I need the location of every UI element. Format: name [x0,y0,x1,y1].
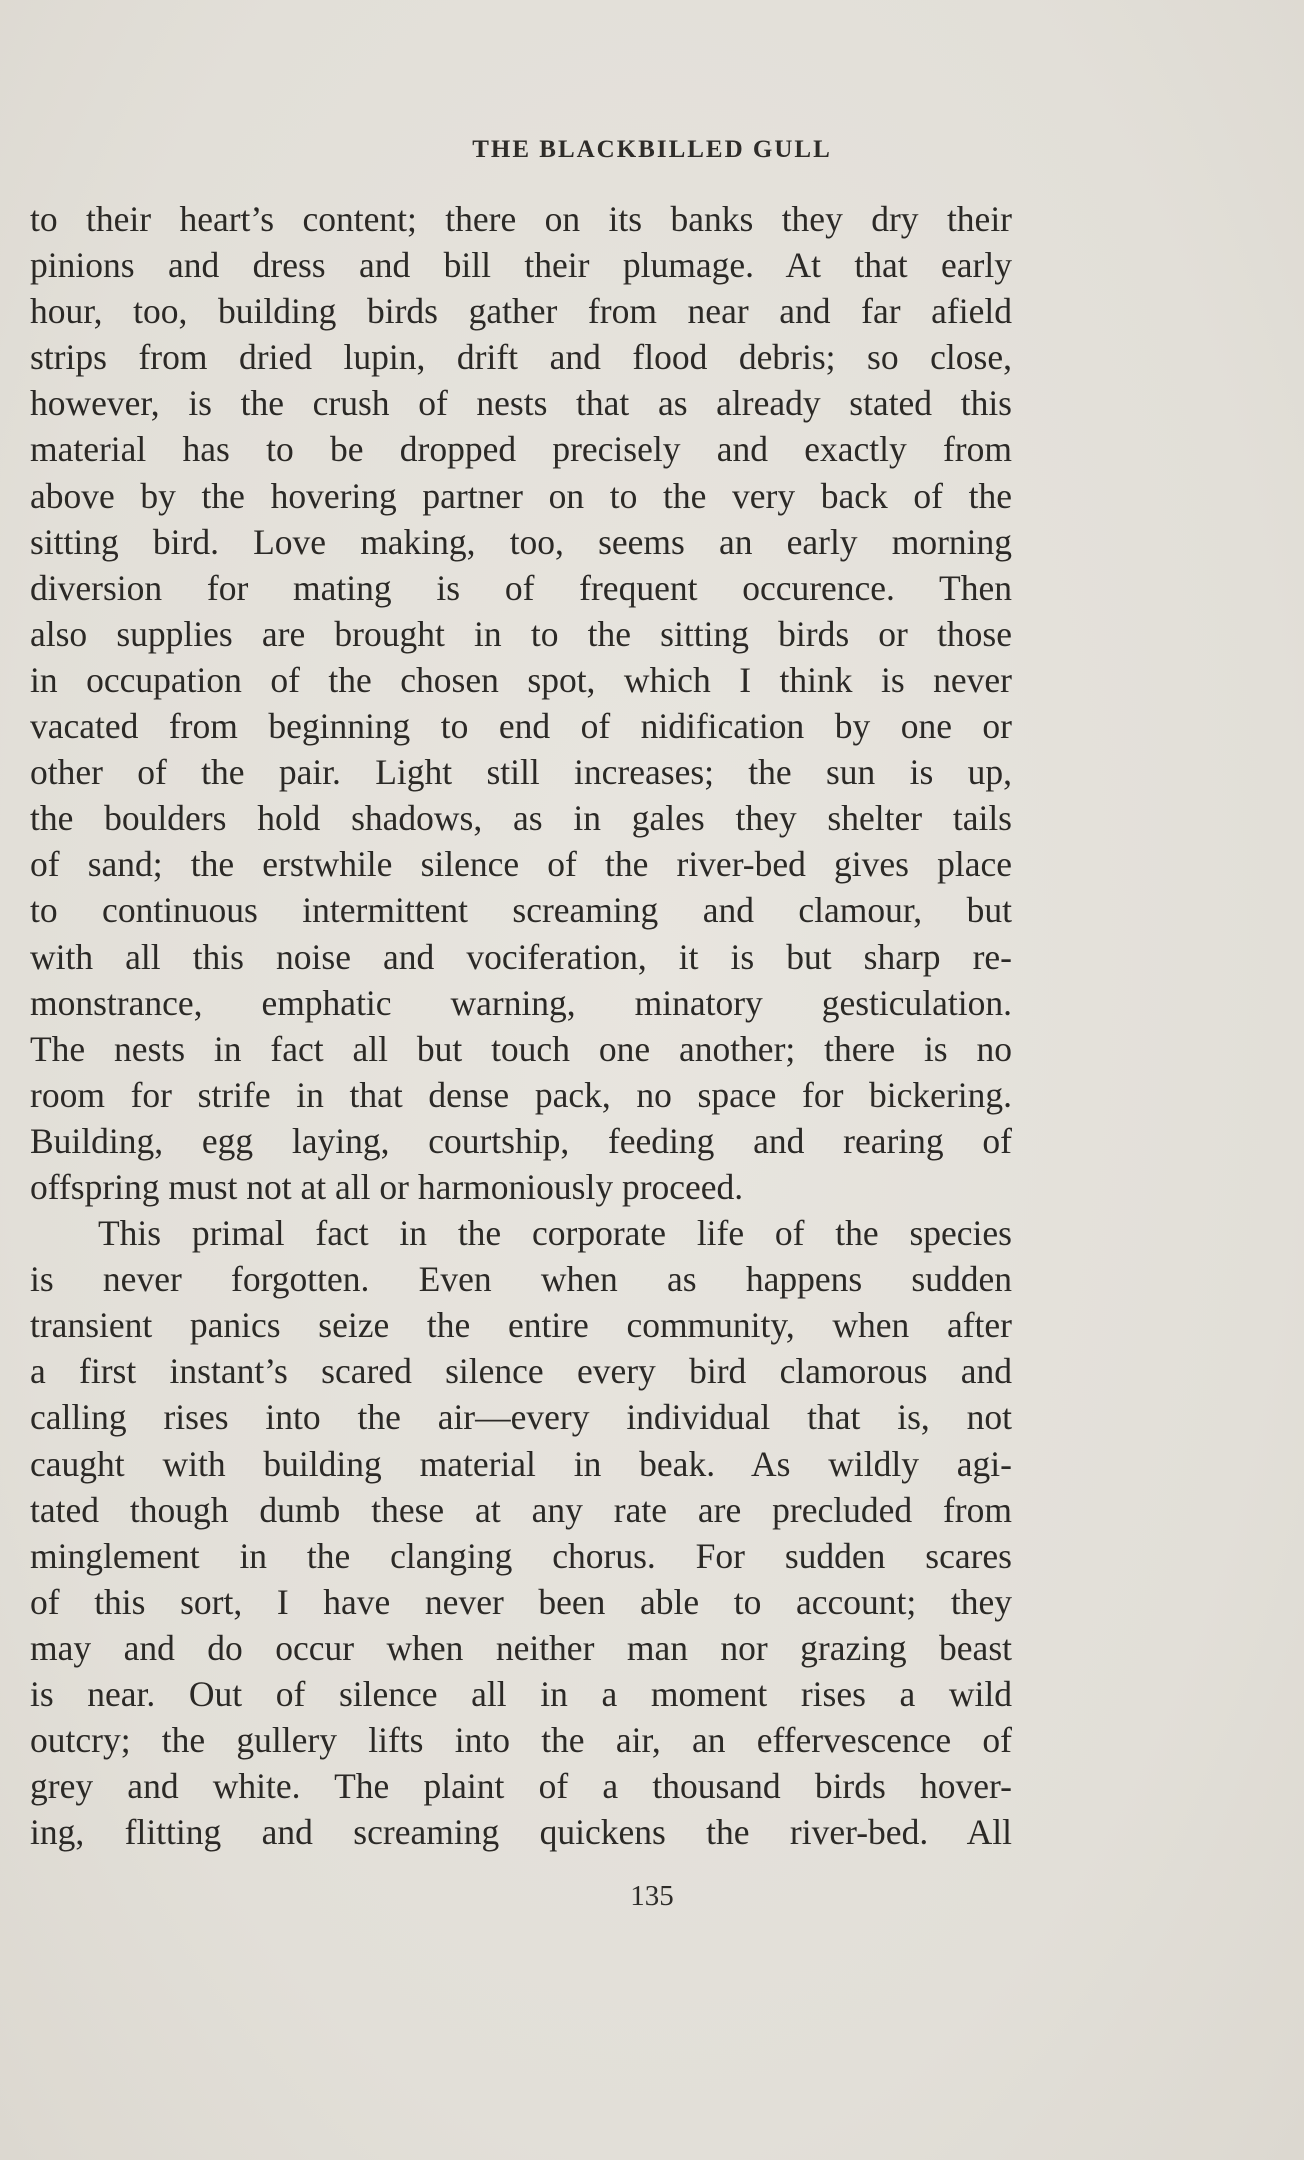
text-line: minglement in the clanging chorus. For sudden scares [30,1535,1012,1576]
text-line: monstrance, emphatic warning, minatory gesticulation. [30,982,1012,1023]
body-text [30,196,1012,1855]
text-line: of this sort, I have never been able to account; they [30,1581,1012,1622]
text-line: of sand; the erstwhile silence of the river-bed gives place [30,844,1012,885]
text-line: caught with building material in beak. As wildly agi- [30,1443,1012,1484]
text-line: ing, flitting and screaming quickens the river-bed. All [30,1812,1012,1853]
text-line: in occupation of the chosen spot, which I think is never [30,659,1012,700]
text-line: above by the hovering partner on to the very back of the [30,475,1012,516]
text-line: tated though dumb these at any rate are precluded from [30,1489,1012,1530]
text-line: hour, too, building birds gather from near and far afield [30,291,1012,332]
page-number: 135 [630,1880,674,1912]
running-head: THE BLACKBILLED GULL [472,136,832,163]
text-line: vacated from beginning to end of nidification by one or [30,706,1012,747]
text-line: calling rises into the air—every individual that is, not [30,1397,1012,1438]
text-line: with all this noise and vociferation, it is but sharp re- [30,936,1012,977]
text-line: outcry; the gullery lifts into the air, an effervescence of [30,1720,1012,1761]
text-line: to continuous intermittent screaming and clamour, but [30,890,1012,931]
text-line: to their heart’s content; there on its banks they dry their [30,199,1012,239]
text-line: transient panics seize the entire community, when after [30,1305,1012,1346]
text-line: a first instant’s scared silence every bird clamorous and [30,1351,1012,1392]
text-line: also supplies are brought in to the sitting birds or those [30,613,1012,654]
text-line: offspring must not at all or harmoniously proceed. [30,1166,744,1207]
text-line: Building, egg laying, courtship, feeding and rearing of [30,1120,1012,1161]
text-line: may and do occur when neither man nor grazing beast [30,1627,1012,1668]
text-line: grey and white. The plaint of a thousand birds hover- [30,1766,1012,1807]
text-line: the boulders hold shadows, as in gales they shelter tails [30,798,1012,839]
text-line: sitting bird. Love making, too, seems an early morning [30,521,1012,562]
text-line: is never forgotten. Even when as happens sudden [30,1259,1012,1300]
text-line: strips from dried lupin, drift and flood debris; so close, [30,337,1012,378]
text-line: pinions and dress and bill their plumage. At that early [30,245,1012,286]
paragraph-1 [30,196,1012,1210]
text-line: The nests in fact all but touch one another; there is no [30,1028,1012,1069]
text-line: This primal fact in the corporate life of the species [98,1213,1012,1254]
text-line: other of the pair. Light still increases; the sun is up, [30,752,1012,793]
text-line: material has to be dropped precisely and exactly from [30,429,1012,470]
paragraph-2 [30,1210,1012,1855]
text-line: room for strife in that dense pack, no space for bickering. [30,1074,1012,1115]
text-line: is near. Out of silence all in a moment rises a wild [30,1674,1012,1714]
text-line: however, is the crush of nests that as already stated this [30,383,1012,424]
text-line: diversion for mating is of frequent occurence. Then [30,567,1012,608]
